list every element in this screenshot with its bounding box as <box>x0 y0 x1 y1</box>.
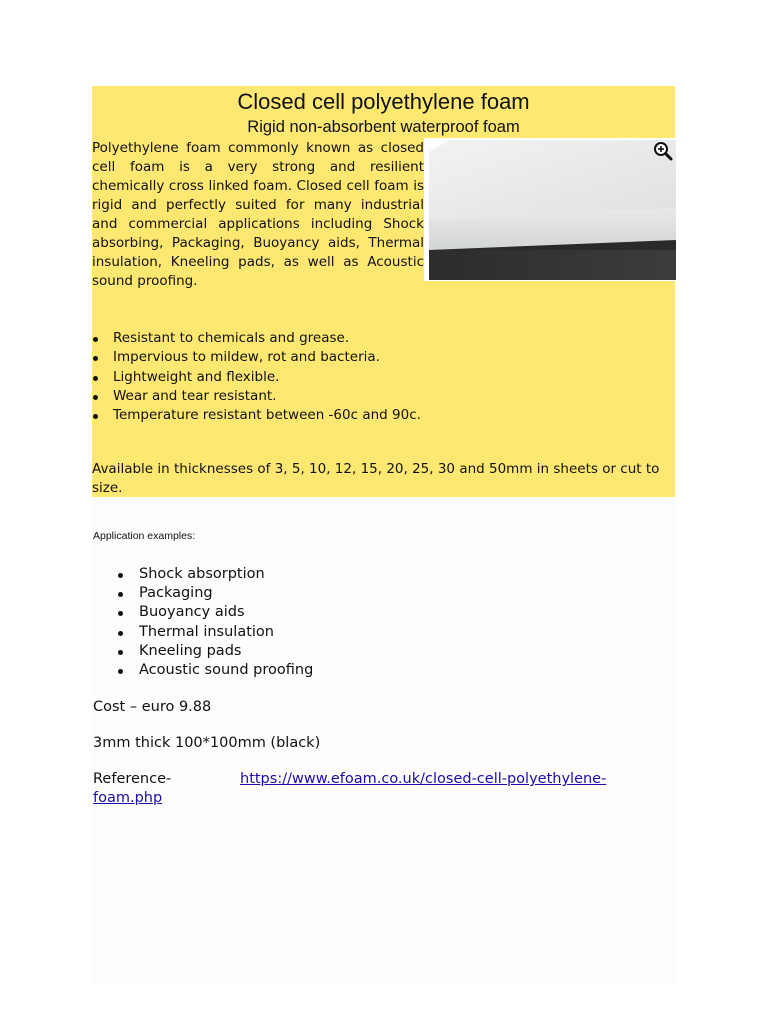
list-item: Temperature resistant between -60c and 90c. <box>92 406 675 425</box>
page-subtitle: Rigid non-absorbent waterproof foam <box>247 118 520 136</box>
list-item: Shock absorption <box>118 565 313 584</box>
list-item: Resistant to chemicals and grease. <box>92 329 675 348</box>
applications-list <box>118 565 313 680</box>
list-item: Kneeling pads <box>118 642 313 661</box>
list-item: Impervious to mildew, rot and bacteria. <box>92 348 675 367</box>
page-title: Closed cell polyethylene foam <box>237 89 530 114</box>
foam-blocks-illustration <box>424 138 676 281</box>
reference-link[interactable]: https://www.efoam.co.uk/closed-cell-polyethylene- <box>240 771 607 787</box>
list-item: Packaging <box>118 584 313 603</box>
feature-list <box>92 329 675 425</box>
availability-text: Available in thicknesses of 3, 5, 10, 12, 15, 20, 25, 30 and 50mm in sheets or cut to size. <box>92 461 660 496</box>
list-item: Thermal insulation <box>118 623 313 642</box>
reference-link-continued[interactable]: foam.php <box>93 790 163 806</box>
intro-paragraph: Polyethylene foam commonly known as closed cell foam is a very strong and resilient chemically cross linked foam. Closed cell foam is rigid and perfectly suited for many industrial and commercial applications including Shock absorbing, Packaging, Buoyancy aids, Thermal insulation, Kneeling pads, as well as Acoustic sound proofing. <box>92 140 424 289</box>
white-foam-top <box>429 140 676 220</box>
list-item: Buoyancy aids <box>118 603 313 622</box>
foam-product-image[interactable] <box>424 138 676 281</box>
list-item: Wear and tear resistant. <box>92 387 675 406</box>
black-foam-front <box>429 250 676 280</box>
size-text: 3mm thick 100*100mm (black) <box>93 735 321 751</box>
list-item: Acoustic sound proofing <box>118 661 313 680</box>
list-item: Lightweight and flexible. <box>92 368 675 387</box>
reference-label: Reference- <box>93 771 172 787</box>
applications-heading: Application examples: <box>93 530 196 542</box>
zoom-in-icon[interactable] <box>653 141 673 161</box>
cost-text: Cost – euro 9.88 <box>93 699 212 715</box>
